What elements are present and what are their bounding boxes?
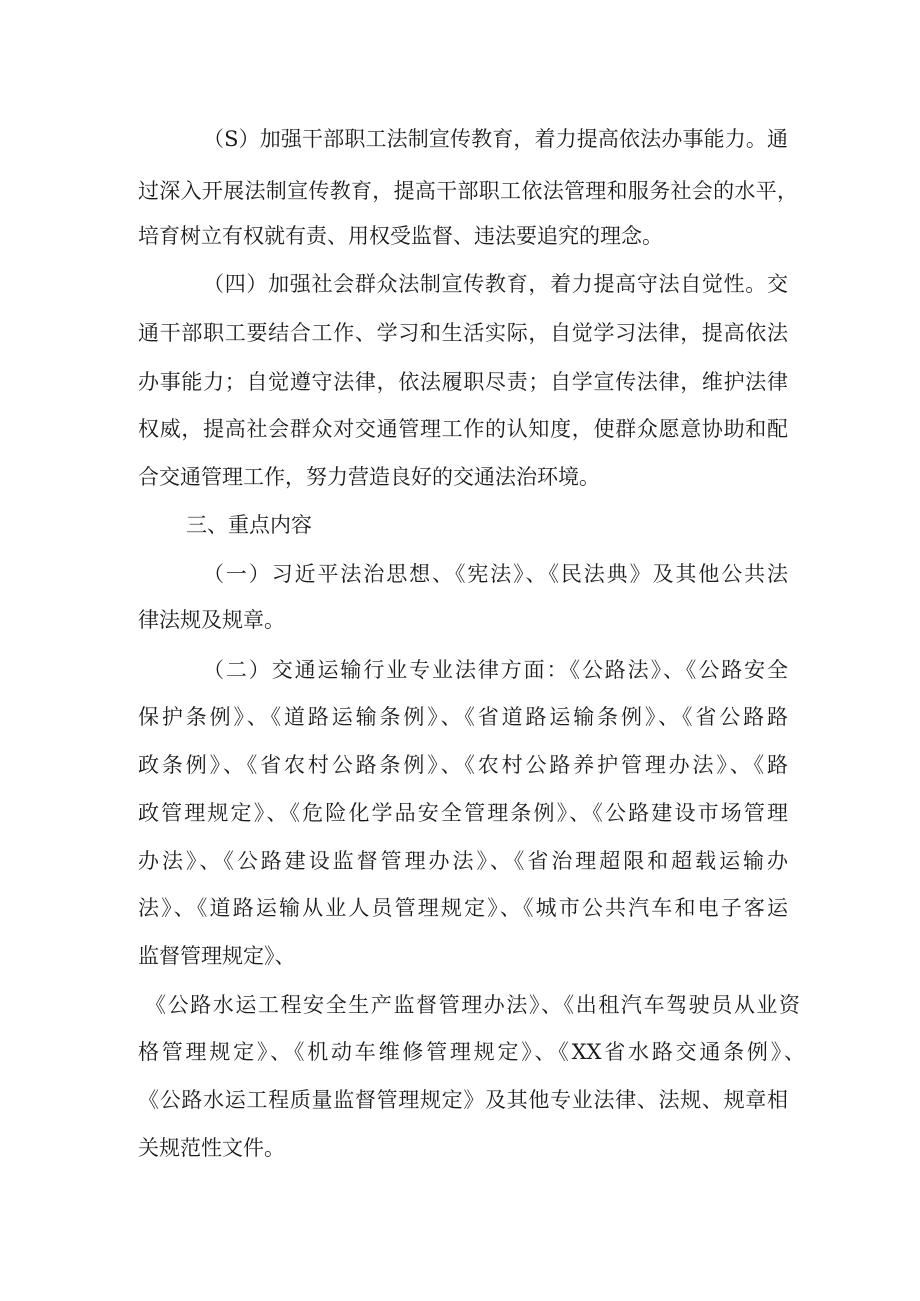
paragraph-line: 培育树立有权就有责、用权受监督、违法要追究的理念。 — [138, 224, 663, 248]
paragraph-line: （S）加强干部职工法制宣传教育，着力提高依法办事能力。通 — [203, 127, 788, 151]
paragraph-line: 政管理规定》、《危险化学品安全管理条例》、《公路建设市场管理 — [138, 801, 788, 825]
paragraph-line: 关规范性文件。 — [138, 1136, 285, 1160]
paragraph-line: （四）加强社会群众法制宣传教育，着力提高守法自觉性。交 — [203, 272, 788, 296]
paragraph-line: （一）习近平法治思想、《宪法》、《民法典》及其他公共法 — [203, 562, 788, 586]
paragraph-line: 通干部职工要结合工作、学习和生活实际，自觉学习法律，提高依法 — [138, 321, 788, 345]
paragraph-line: （二）交通运输行业专业法律方面：《公路法》、《公路安全 — [203, 658, 788, 682]
paragraph-line: 保护条例》、《道路运输条例》、《省道路运输条例》、《省公路路 — [138, 705, 788, 729]
paragraph-line: 合交通管理工作，努力营造良好的交通法治环境。 — [138, 465, 600, 489]
paragraph-line: 监督管理规定》、 — [138, 944, 296, 968]
paragraph-line: 《公路水运工程安全生产监督管理办法》、《出租汽车驾驶员从业资 — [145, 993, 800, 1017]
paragraph-line: 办事能力；自觉遵守法律，依法履职尽责；自学宣传法律，维护法律 — [138, 370, 788, 394]
section-heading: 三、重点内容 — [186, 513, 312, 537]
paragraph-line: 过深入开展法制宣传教育，提高干部职工依法管理和服务社会的水平， — [138, 179, 798, 203]
paragraph-line: 律法规及规章。 — [138, 608, 285, 632]
paragraph-line: 法》、《道路运输从业人员管理规定》、《城市公共汽车和电子客运 — [138, 896, 788, 920]
paragraph-line: 格管理规定》、《机动车维修管理规定》、《XX省水路交通条例》、 — [138, 1040, 805, 1064]
paragraph-line: 权威，提高社会群众对交通管理工作的认知度，使群众愿意协助和配 — [138, 417, 788, 441]
paragraph-line: 《公路水运工程质量监督管理规定》及其他专业法律、法规、规章相 — [138, 1088, 788, 1112]
paragraph-line: 政条例》、《省农村公路条例》、《农村公路养护管理办法》、《路 — [138, 753, 788, 777]
paragraph-line: 办法》、《公路建设监督管理办法》、《省治理超限和超载运输办 — [138, 849, 788, 873]
